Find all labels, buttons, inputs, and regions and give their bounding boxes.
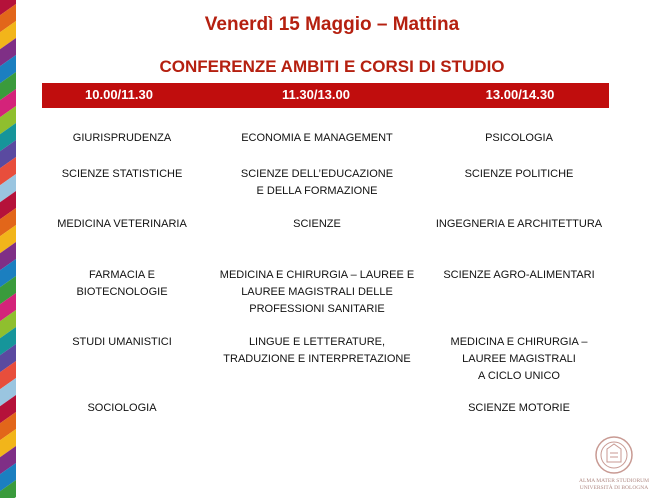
- schedule-cell: MEDICINA VETERINARIA: [57, 218, 187, 230]
- schedule-cell: LINGUE E LETTERATURE, TRADUZIONE E INTERPRETAZIONE: [223, 336, 411, 365]
- university-logo: [572, 433, 662, 495]
- schedule-cell: ECONOMIA E MANAGEMENT: [241, 132, 393, 144]
- schedule-cell: SOCIOLOGIA: [87, 402, 157, 414]
- schedule-cell: SCIENZE POLITICHE: [464, 168, 574, 180]
- schedule-cell: SCIENZE AGRO-ALIMENTARI: [443, 269, 595, 281]
- schedule-cell: INGEGNERIA E ARCHITETTURA: [435, 218, 603, 230]
- schedule-cell: STUDI UMANISTICI: [72, 336, 172, 348]
- schedule-cell: SCIENZE MOTORIE: [468, 402, 570, 414]
- schedule-cell: MEDICINA E CHIRURGIA – LAUREE MAGISTRALI A CICLO UNICO: [450, 336, 588, 382]
- time-slot-3: 13.00/14.30: [485, 87, 555, 102]
- schedule-cell: SCIENZE: [293, 218, 341, 230]
- schedule-cell: SCIENZE DELL’EDUCAZIONE E DELLA FORMAZIONE: [240, 168, 394, 197]
- schedule-cell: SCIENZE STATISTICHE: [61, 168, 183, 180]
- svg-text:UNIVERSITÀ DI BOLOGNA: UNIVERSITÀ DI BOLOGNA: [579, 485, 649, 491]
- schedule-cell: FARMACIA E BIOTECNOLOGIE: [76, 269, 168, 298]
- time-slot-2: 11.30/13.00: [282, 87, 350, 102]
- seal-icon: [572, 433, 662, 495]
- schedule-cell: MEDICINA E CHIRURGIA – LAUREE E LAUREE MAGISTRALI DELLE PROFESSIONI SANITARIE: [219, 269, 415, 315]
- page-title: Venerdì 15 Maggio – Mattina: [204, 14, 460, 35]
- time-slot-header-bar: [42, 83, 609, 108]
- schedule-cell: GIURISPRUDENZA: [72, 132, 172, 144]
- time-slot-1: 10.00/11.30: [85, 87, 153, 102]
- schedule-cell: PSICOLOGIA: [485, 132, 553, 144]
- page-subtitle: CONFERENZE AMBITI E CORSI DI STUDIO: [159, 57, 505, 76]
- svg-text:ALMA MATER STUDIORUM: ALMA MATER STUDIORUM: [579, 478, 649, 484]
